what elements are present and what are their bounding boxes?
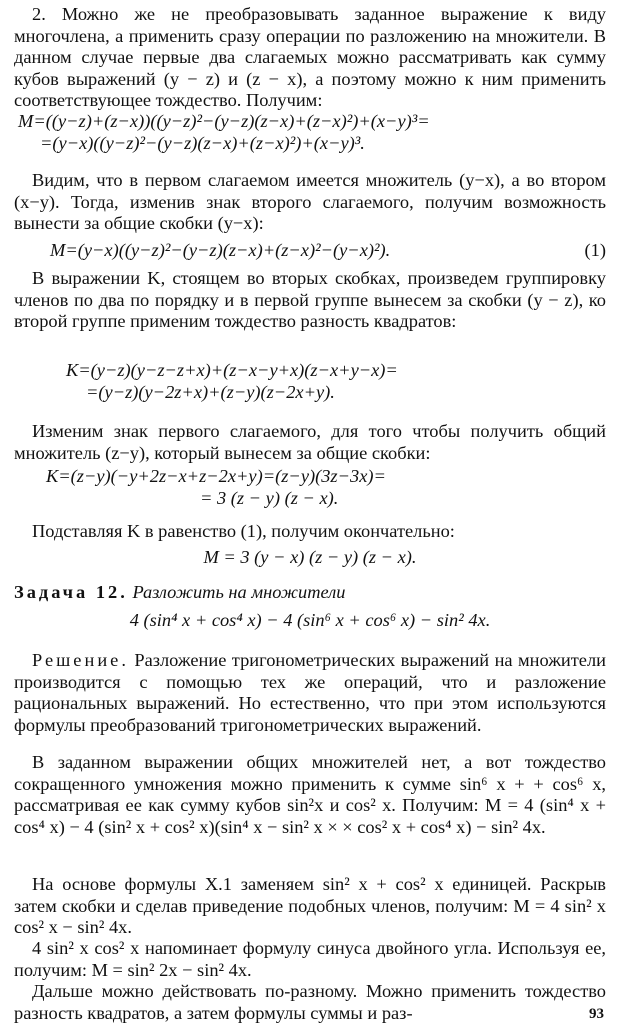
task-heading xyxy=(14,582,606,604)
formula-k1-line2: =(y−z)(y−2z+x)+(z−y)(z−2x+y). xyxy=(86,382,335,402)
solution-label: Решение. xyxy=(32,650,129,670)
formula-task-expression: 4 (sin⁴ x + cos⁴ x) − 4 (sin⁶ x + cos⁶ x) − sin² 4x. xyxy=(129,610,491,630)
task-title: Разложить на множители xyxy=(132,582,346,602)
paragraph-sign-change: Изменим знак первого слагаемого, для того чтобы получить общий множитель (z−y), который вынесем за общие скобки: xyxy=(14,421,606,463)
page-number: 93 xyxy=(589,1006,604,1022)
paragraph-sum-of-cubes: В заданном выражении общих множителей нет, а вот тождество сокращенного умножения можно применить к сумме sin⁶ x + + cos⁶ x, рассматривая ее как сумму кубов sin²x и cos² x. Получим: M = 4 (sin⁴ x + cos⁴ x) − 4 (sin² x + cos² x)(sin⁴ x − sin² x × × cos² x + cos⁴ x) − sin² 4x. xyxy=(14,752,606,837)
paragraph-double-angle: 4 sin² x cos² x напоминает формулу синуса двойного угла. Используя ее, получим: M = sin² 2x − sin² 4x. xyxy=(14,938,606,980)
equation-number: (1) xyxy=(584,240,606,260)
formula-k1-line1: K=(y−z)(y−z−z+x)+(z−x−y+x)(z−x+y−x)= xyxy=(66,360,398,380)
paragraph-formula-x1: На основе формулы X.1 заменяем sin² x + cos² x единицей. Раскрыв затем скобки и сделав приведение подобных членов, получим: M = 4 sin² x cos² x − sin² 4x. xyxy=(14,874,606,937)
paragraph-continuation: Дальше можно действовать по-разному. Можно применить тождество разность квадратов, а затем формулы суммы и раз- xyxy=(14,981,606,1023)
formula-m2: M=(y−x)((y−z)²−(y−z)(z−x)+(z−x)²−(y−x)²). xyxy=(50,240,391,260)
formula-m1-line2: =(y−x)((y−z)²−(y−z)(z−x)+(z−x)²)+(x−y)³. xyxy=(40,133,365,153)
formula-m1-line1: M=((y−z)+(z−x))((y−z)²−(y−z)(z−x)+(z−x)²)+(x−y)³= xyxy=(18,111,430,131)
formula-m2-row xyxy=(50,240,606,262)
paragraph-substitution: Подставляя K в равенство (1), получим окончательно: xyxy=(32,521,455,541)
formula-m-final: M = 3 (y − x) (z − y) (z − x). xyxy=(203,547,417,567)
formula-k2-line2: = 3 (z − y) (z − x). xyxy=(200,488,339,508)
formula-k2-line1: K=(z−y)(−y+2z−x+z−2x+y)=(z−y)(3z−3x)= xyxy=(46,466,386,486)
paragraph-common-factor: Видим, что в первом слагаемом имеется множитель (y−x), а во втором (x−y). Тогда, изменив знак второго слагаемого, получим возможность вынести за общие скобки (y−x): xyxy=(14,170,606,233)
paragraph-expression-k: В выражении K, стоящем во вторых скобках, произведем группировку членов по два по порядку и в первой группе вынесем за скобки (y − z), ко второй группе применим тождество разность квадратов: xyxy=(14,268,606,331)
solution-text: Разложение тригонометрических выражений на множители производится с помощью тех же операций, что и разложение рациональных выражений. Но естественно, что при этом используются формулы преобразований тригонометрических выражений. xyxy=(14,650,606,735)
paragraph-intro: 2. Можно же не преобразовывать заданное выражение к виду многочлена, а применить сразу операции по разложению на множители. В данном случае первые два слагаемых можно рассматривать как сумму кубов выражений (y − z) и (z − x), а поэтому можно к ним применить соответствующее тождество. Получим: xyxy=(14,4,606,110)
task-label: Задача 12. xyxy=(14,582,128,602)
paragraph-solution xyxy=(14,650,606,736)
